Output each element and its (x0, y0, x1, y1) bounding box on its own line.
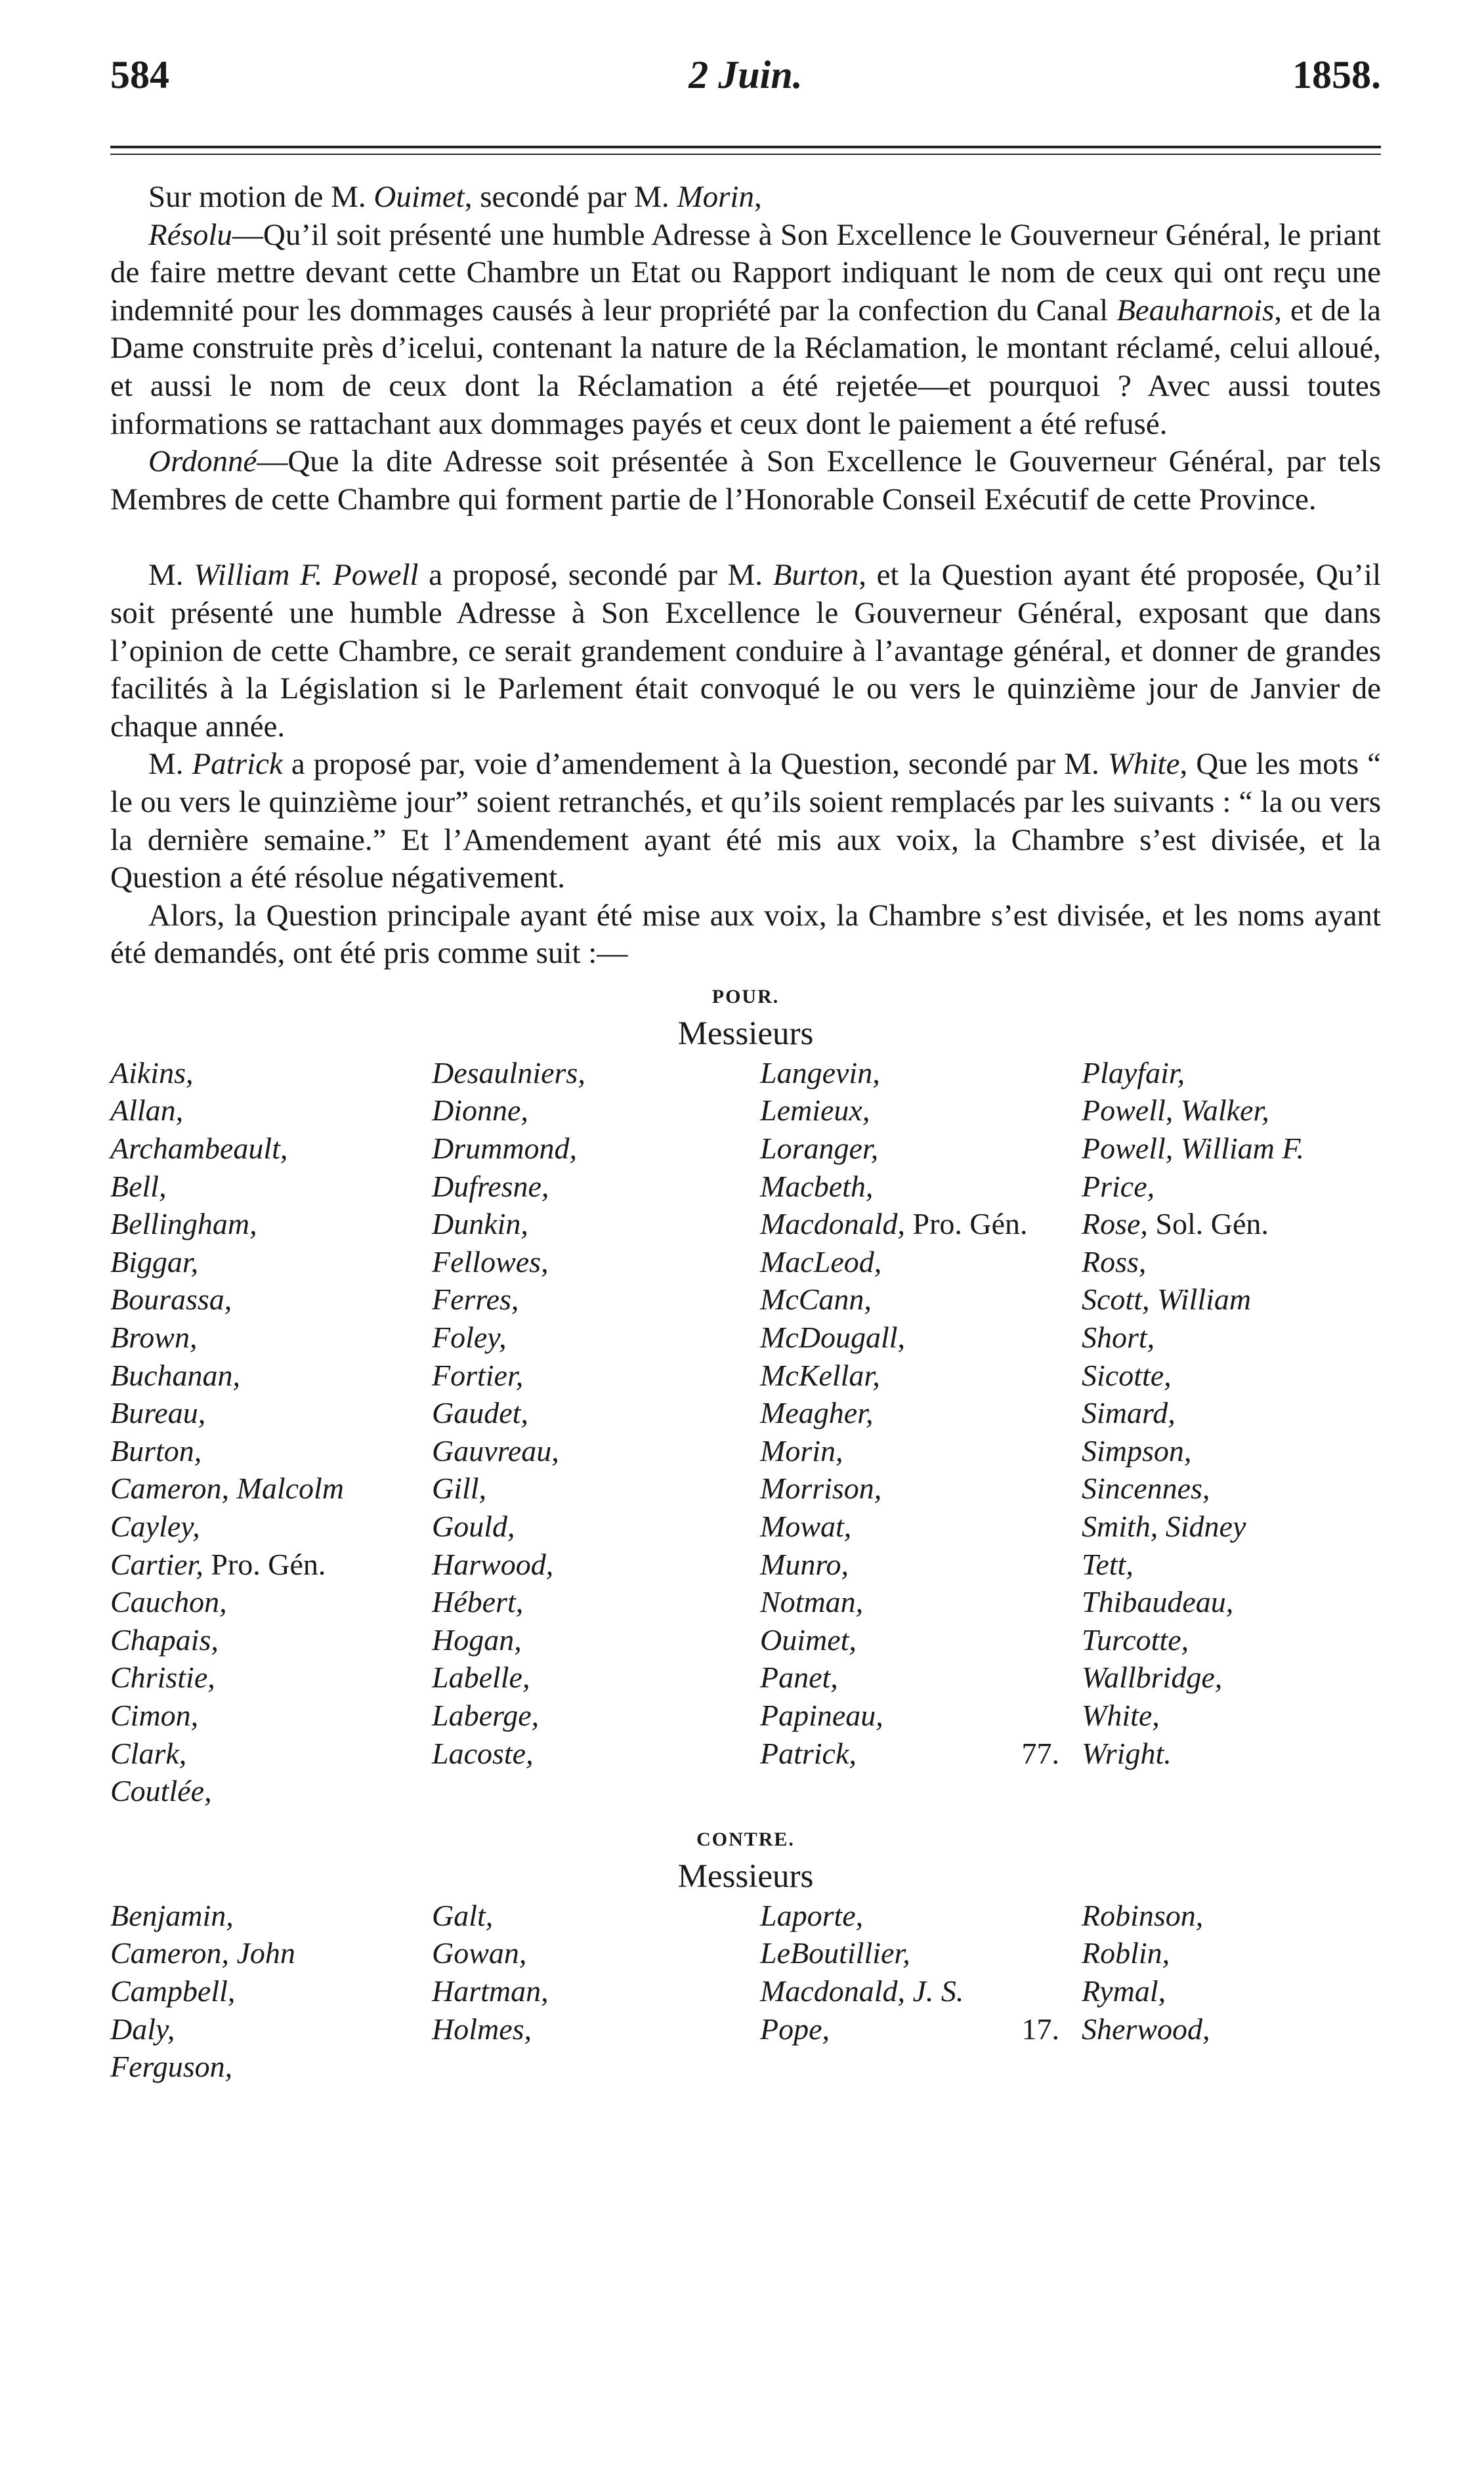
voter-name: Daly, (110, 2012, 175, 2046)
voter-name: Ferguson, (110, 2050, 233, 2084)
pour-column-3 (760, 1054, 1082, 1810)
voter-name: Allan, (110, 1093, 184, 1128)
voter-name: Brown, (110, 1321, 198, 1355)
paragraph-resolu: Résolu—Qu’il soit présenté une humble Adresse à Son Excellence le Gouverneur Général, le priant de faire mettre devant cette Chambre un Etat ou Rapport indiquant le nom de ceux qui ont reçu une indemnité pour les dommages causés à leur propriété par la confection du Canal Beauharnois, et de la Dame construite près d’icelui, contenant la nature de la Réclamation, le montant réclamé, celui alloué, et aussi le nom de ceux dont la Réclamation a été rejetée—et pourquoi ? Avec aussi toutes informations se rattachant aux dommages payés et ceux dont le paiement a été refusé. (110, 217, 1381, 441)
voter-name: Price, (1082, 1169, 1155, 1203)
voter-name: Holmes, (432, 2012, 532, 2046)
voter-name: McDougall, (760, 1321, 906, 1355)
pour-names (110, 1054, 1381, 1810)
voter-name: LeBoutillier, (760, 1936, 910, 1970)
paragraph-motion: Sur motion de M. Ouimet, secondé par M. Morin, (148, 180, 762, 214)
contre-names (110, 1897, 1381, 2086)
page-number: 584 (110, 53, 169, 96)
voter-name: Lemieux, (760, 1093, 870, 1128)
title-suffix: Pro. Gén. (203, 1547, 326, 1581)
voter-name: Bell, (110, 1169, 167, 1203)
voter-name: Munro, (760, 1547, 849, 1581)
voter-name: Desaulniers, (432, 1055, 585, 1090)
voter-name: Macdonald, J. S. (760, 1974, 964, 2008)
contre-column-4 (1082, 1897, 1381, 2086)
voter-name: MacLeod, (760, 1244, 882, 1279)
voter-name: Scott, William (1082, 1282, 1252, 1317)
header-date: 2 Juin. (689, 53, 803, 96)
voter-name: Powell, Walker, (1082, 1093, 1269, 1128)
voter-name: Simpson, (1082, 1433, 1192, 1468)
voter-name: Powell, William F. (1082, 1132, 1305, 1166)
voter-name: Labelle, (432, 1661, 530, 1695)
voter-name: Foley, (432, 1321, 507, 1355)
voter-name: Sherwood, (1082, 2012, 1210, 2046)
voter-name: Loranger, (760, 1132, 879, 1166)
voter-name: Wallbridge, (1082, 1661, 1223, 1695)
page-body (110, 179, 1381, 2086)
pour-column-2 (432, 1054, 760, 1810)
voter-name: Archambeault, (110, 1132, 288, 1166)
voter-name: Notman, (760, 1585, 864, 1619)
voter-name: Rymal, (1082, 1974, 1166, 2008)
pour-messieurs: Messieurs (677, 1015, 814, 1052)
voter-name: Gauvreau, (432, 1433, 559, 1468)
voter-name: Cayley, (110, 1510, 200, 1543)
voter-name: Cameron, John (110, 1936, 295, 1970)
header-rule-thin (110, 154, 1381, 155)
voter-name: Galt, (432, 1898, 494, 1932)
voter-name: Sincennes, (1082, 1471, 1210, 1506)
voter-name: White, (1082, 1698, 1160, 1732)
paragraph-question-principale: Alors, la Question principale ayant été mise aux voix, la Chambre s’est divisée, et les noms ayant été demandés, ont été pris comme suit :— (110, 898, 1381, 971)
voter-name: Morin, (760, 1433, 843, 1468)
voter-name: Lacoste, (432, 1736, 534, 1770)
voter-name: Buchanan, (110, 1358, 241, 1392)
voter-name: Gaudet, (432, 1396, 528, 1430)
pour-column-4 (1082, 1054, 1381, 1810)
voter-name: Cauchon, (110, 1585, 227, 1619)
voter-name: Coutlée, (110, 1774, 212, 1808)
voter-name: Langevin, (760, 1055, 880, 1090)
voter-name: Gill, (432, 1471, 487, 1506)
voter-name: Bourassa, (110, 1282, 232, 1317)
vote-total: 17. (1021, 2012, 1059, 2046)
contre-heading: CONTRE. (696, 1828, 795, 1850)
voter-name: Chapais, (110, 1622, 219, 1657)
contre-messieurs: Messieurs (677, 1857, 814, 1895)
voter-name: Meagher, (760, 1396, 874, 1430)
title-suffix: Sol. Gén. (1147, 1207, 1269, 1241)
voter-name: Dufresne, (432, 1169, 549, 1203)
voter-name: Thibaudeau, (1082, 1585, 1234, 1619)
voter-name: Fortier, (432, 1358, 524, 1392)
voter-name: Gould, (432, 1510, 515, 1543)
voter-name: Short, (1082, 1321, 1155, 1355)
voter-name: Panet, (760, 1661, 838, 1695)
voter-name: Gowan, (432, 1936, 527, 1970)
voter-name: Playfair, (1082, 1055, 1185, 1090)
voter-name: Ouimet, (760, 1622, 857, 1657)
voter-name: Laporte, (760, 1898, 864, 1932)
voter-name: Benjamin, (110, 1898, 234, 1932)
voter-name: Campbell, (110, 1974, 236, 2008)
contre-column-2 (432, 1897, 760, 2086)
voter-name: McCann, (760, 1282, 872, 1317)
voter-name: Macbeth, (760, 1169, 874, 1203)
voter-name: McKellar, (760, 1358, 880, 1392)
voter-name: Hébert, (432, 1585, 524, 1619)
voter-name: Christie, (110, 1661, 215, 1695)
pour-column-1 (110, 1054, 432, 1810)
paragraph-patrick: M. Patrick a proposé par, voie d’amendement à la Question, secondé par M. White, Que les mots “ le ou vers le quinzième jour” soient retranchés, et qu’ils soient remplacés par les suivants : “ la ou vers la dernière semaine.” Et l’Amendement ayant été mis aux voix, la Chambre s’est divisée, et la Question a été résolue négativement. (110, 747, 1381, 895)
contre-column-3 (760, 1897, 1082, 2086)
voter-name: Wright. (1082, 1736, 1172, 1770)
voter-name: Ross, (1082, 1244, 1147, 1279)
voter-name: Drummond, (432, 1132, 578, 1166)
voter-name: Patrick, 77. (760, 1735, 1082, 1773)
voter-name: Mowat, (760, 1510, 852, 1543)
voter-name: Biggar, (110, 1244, 199, 1279)
title-suffix: Pro. Gén. (905, 1207, 1028, 1241)
paragraph-ordonne: Ordonné—Que la dite Adresse soit présentée à Son Excellence le Gouverneur Général, par tels Membres de cette Chambre qui forment partie de l’Honorable Conseil Exécutif de cette Province. (110, 444, 1381, 517)
voter-name: Tett, (1082, 1547, 1134, 1581)
voter-name: Dunkin, (432, 1207, 528, 1241)
voter-name: Pope, 17. (760, 2010, 1082, 2048)
voter-name: Macdonald, Pro. Gén. (760, 1207, 1028, 1241)
voter-name: Aikins, (110, 1055, 194, 1090)
voter-name: Sicotte, (1082, 1358, 1172, 1392)
voter-name: Bellingham, (110, 1207, 257, 1241)
voter-name: Robinson, (1082, 1898, 1204, 1932)
voter-name: Hartman, (432, 1974, 549, 2008)
paragraph-powell: M. William F. Powell a proposé, secondé par M. Burton, et la Question ayant été proposée, Qu’il soit présenté une humble Adresse à Son Excellence le Gouverneur Général, exposant que dans l’opinion de cette Chambre, ce serait grandement conduire à l’avantage général, et donner de grandes facilités à la Législation si le Parlement était convoqué le ou vers le quinzième jour de Janvier de chaque année. (110, 558, 1382, 744)
document-page (110, 0, 1381, 2477)
vote-total: 77. (1021, 1736, 1059, 1770)
voter-name: Turcotte, (1082, 1622, 1189, 1657)
voter-name: Hogan, (432, 1622, 522, 1657)
header-rule-thick (110, 146, 1381, 148)
voter-name: Cartier, Pro. Gén. (110, 1547, 326, 1581)
voter-name: Cimon, (110, 1698, 199, 1732)
pour-heading: POUR. (711, 985, 780, 1007)
voter-name: Smith, Sidney (1082, 1510, 1246, 1543)
voter-name: Clark, (110, 1736, 187, 1770)
contre-column-1 (110, 1897, 432, 2086)
page-header (110, 53, 1381, 118)
voter-name: Roblin, (1082, 1936, 1170, 1970)
voter-name: Bureau, (110, 1396, 206, 1430)
voter-name: Fellowes, (432, 1244, 549, 1279)
header-year: 1858. (1292, 53, 1381, 96)
voter-name: Harwood, (432, 1547, 554, 1581)
voter-name: Simard, (1082, 1396, 1176, 1430)
voter-name: Laberge, (432, 1698, 540, 1732)
voter-name: Papineau, (760, 1698, 883, 1732)
voter-name: Cameron, Malcolm (110, 1471, 345, 1506)
voter-name: Ferres, (432, 1282, 519, 1317)
voter-name: Morrison, (760, 1471, 882, 1506)
voter-name: Dionne, (432, 1093, 528, 1128)
voter-name: Rose, Sol. Gén. (1082, 1207, 1269, 1241)
voter-name: Burton, (110, 1433, 202, 1468)
